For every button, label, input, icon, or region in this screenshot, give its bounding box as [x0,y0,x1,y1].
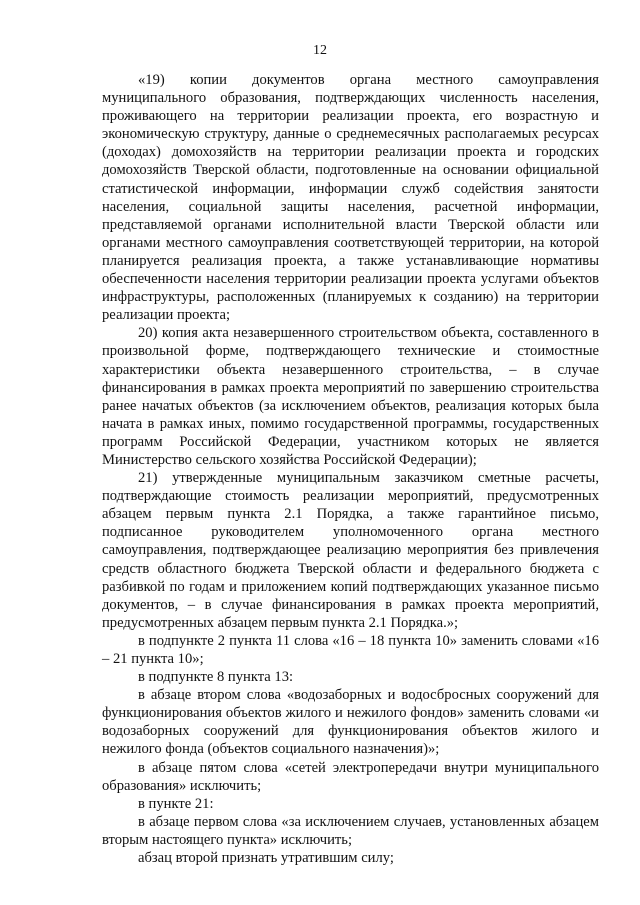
paragraph-clause-21-intro: в пункте 21: [138,795,214,812]
paragraph-clause-13-second-abzac: в абзаце втором слова «водозаборных и водосбросных сооружений для функционирования объектов жилого и нежилого фондов» заменить словами «и водозаборных сооружений для функционирования объектов жилого и нежилого фонда (объектов социального назначения)»; [102,687,599,758]
paragraph-item-20: 20) копия акта незавершенного строительством объекта, составленного в произвольной форме, подтверждающего технические и стоимостные характеристики объекта незавершенного строительства, – в случае финансирования в рамках проекта мероприятий по завершению строительства ранее начатых объектов (за исключением объектов, реализация которых была начата в рамках иных, помимо государственной программы, государственных программ Российской Федерации, участником которых не является Министерство сельского хозяйства Российской Федерации); [102,325,599,468]
paragraph-item-21: 21) утвержденные муниципальным заказчиком сметные расчеты, подтверждающие стоимость реализации мероприятий, предусмотренных абзацем первым пункта 2.1 Порядка, а также гарантийное письмо, подписанное руководителем уполномоченного органа местного самоуправления, подтверждающее реализацию мероприятия без привлечения средств областного бюджета Тверской области и федерального бюджета с разбивкой по годам и приложением копий подтверждающих указанное письмо документов, – в случае финансирования в рамках проекта мероприятий, предусмотренных абзацем первым пункта 2.1 Порядка.»; [102,470,599,631]
paragraph-item-19: «19) копии документов органа местного самоуправления муниципального образования, подтверждающих численность населения, проживающего на территории реализации проекта, его возрастную и экономическую структуру, данные о среднемесячных располагаемых ресурсах (доходах) домохозяйств на территории реализации проекта и городских домохозяйств Тверской области, подготовленные на основании официальной статистической информации, информации служб содействия занятости населения, социальной защиты населения, расчетной информации, представляемой органами исполнительной власти Тверской области или органами местного самоуправления соответствующей территории, на которой планируется реализация проекта, а также устанавливающие нормативы обеспеченности населения территории реализации проекта услугами объектов инфраструктуры, расположенных (планируемых к созданию) на территории реализации проекта; [102,72,599,324]
paragraph-clause-13-fifth-abzac: в абзаце пятом слова «сетей электропередачи внутри муниципального образования» исключить; [102,759,599,794]
paragraph-clause-11-amendment: в подпункте 2 пункта 11 слова «16 – 18 пункта 10» заменить словами «16 – 21 пункта 10»; [102,632,599,667]
page-number: 12 [313,43,327,58]
paragraph-clause-21-second-abzac: абзац второй признать утратившим силу; [138,850,394,867]
paragraph-clause-21-first-abzac: в абзаце первом слова «за исключением случаев, установленных абзацем вторым настоящего пункта» исключить; [102,813,599,848]
paragraph-clause-13-intro: в подпункте 8 пункта 13: [138,669,294,686]
document-body [102,71,599,867]
